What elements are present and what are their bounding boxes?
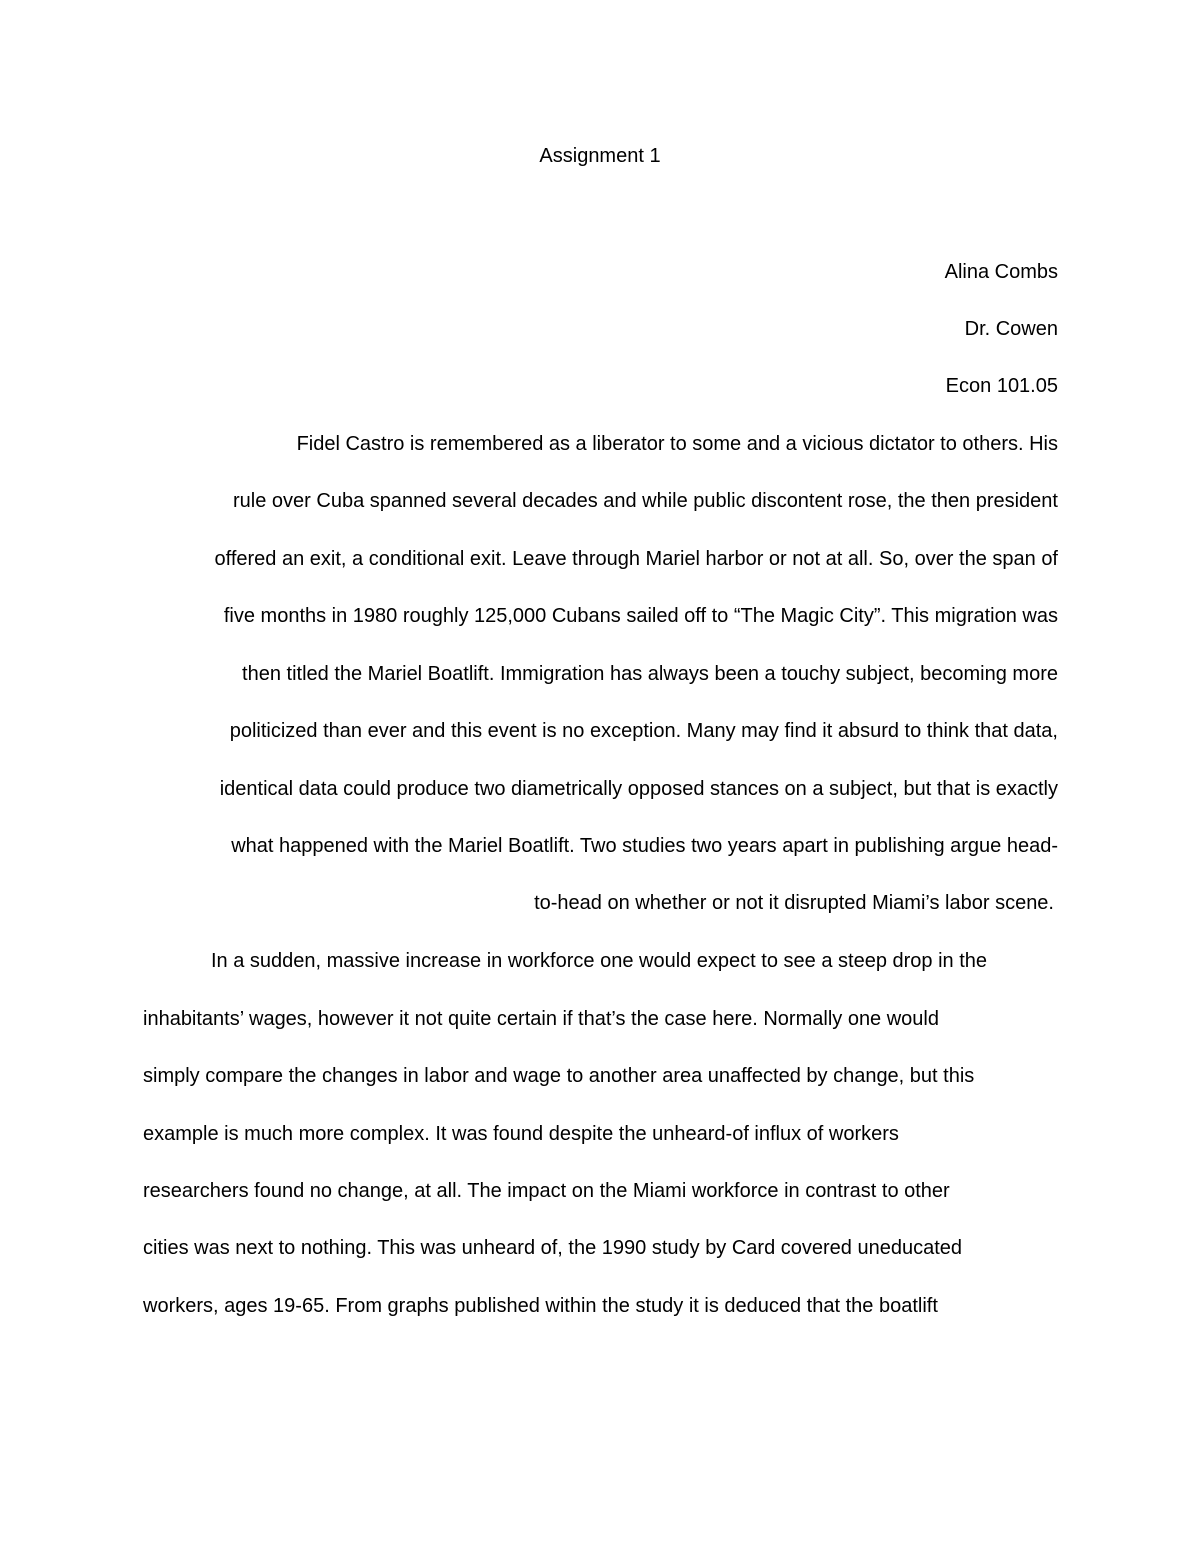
paragraph-2-line: workers, ages 19-65. From graphs published within the study it is deduced that the boatlift: [143, 1295, 938, 1317]
paragraph-2-line: inhabitants’ wages, however it not quite certain if that’s the case here. Normally one would: [143, 1008, 939, 1030]
paragraph-1-line: what happened with the Mariel Boatlift. Two studies two years apart in publishing argue head-: [231, 835, 1058, 857]
paragraph-2-line: cities was next to nothing. This was unheard of, the 1990 study by Card covered uneducated: [143, 1237, 963, 1259]
paragraph-1-line: Fidel Castro is remembered as a liberator to some and a vicious dictator to others. His: [296, 433, 1058, 455]
paragraph-1-line: offered an exit, a conditional exit. Leave through Mariel harbor or not at all. So, over the span of: [214, 548, 1058, 570]
paragraph-1-line: five months in 1980 roughly 125,000 Cubans sailed off to “The Magic City”. This migration was: [223, 605, 1058, 627]
document-title: Assignment 1: [539, 145, 661, 167]
paragraph-2-line: In a sudden, massive increase in workforce one would expect to see a steep drop in the: [211, 950, 988, 972]
paragraph-1-line: politicized than ever and this event is no exception. Many may find it absurd to think that data,: [229, 720, 1058, 742]
paragraph-1-line: to-head on whether or not it disrupted Miami’s labor scene.: [534, 892, 1054, 914]
course-name: Econ 101.05: [945, 375, 1058, 397]
paragraph-1-line: then titled the Mariel Boatlift. Immigration has always been a touchy subject, becoming more: [242, 663, 1058, 685]
paragraph-2-line: researchers found no change, at all. The impact on the Miami workforce in contrast to other: [143, 1180, 950, 1202]
paragraph-1-line: identical data could produce two diametrically opposed stances on a subject, but that is exactly: [219, 778, 1058, 800]
paragraph-2-line: simply compare the changes in labor and wage to another area unaffected by change, but this: [143, 1065, 975, 1087]
author-name: Alina Combs: [944, 261, 1058, 283]
paragraph-1-line: rule over Cuba spanned several decades and while public discontent rose, the then president: [233, 490, 1058, 512]
paragraph-2-line: example is much more complex. It was found despite the unheard-of influx of workers: [143, 1123, 899, 1145]
instructor-name: Dr. Cowen: [964, 318, 1058, 340]
